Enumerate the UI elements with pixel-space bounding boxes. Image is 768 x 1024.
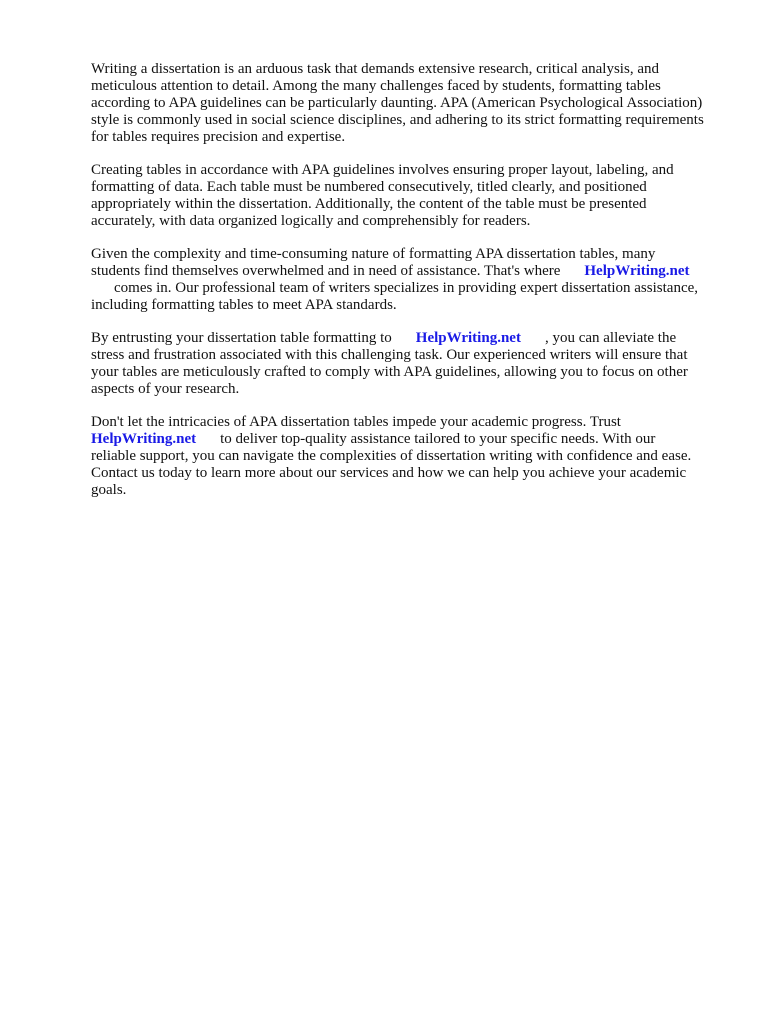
text-line: accurately, with data organized logically and comprehensibly for readers. (91, 213, 531, 229)
text-line: your tables are meticulously crafted to comply with APA guidelines, allowing you to focus on other (91, 364, 688, 380)
text-line: aspects of your research. (91, 381, 240, 397)
text-segment: to deliver top-quality assistance tailored to your specific needs. With our (220, 431, 656, 447)
text-line (91, 263, 741, 280)
text-segment: , you can alleviate the (544, 330, 677, 346)
text-segment: By entrusting your dissertation table formatting to (91, 330, 392, 346)
text-line: Given the complexity and time-consuming nature of formatting APA dissertation tables, many (91, 246, 656, 262)
text-line: reliable support, you can navigate the complexities of dissertation writing with confidence and ease. (91, 448, 692, 464)
text-line: including formatting tables to meet APA standards. (91, 297, 397, 313)
paragraph-call-to-action (91, 414, 741, 499)
paragraph-assistance (91, 246, 741, 314)
document-body (91, 61, 741, 515)
text-line (91, 431, 741, 448)
paragraph-entrusting (91, 330, 741, 398)
text-line: style is commonly used in social science disciplines, and adhering to its strict formatting requirements (91, 112, 704, 128)
text-line: according to APA guidelines can be particularly daunting. APA (American Psychological Association) (91, 95, 703, 111)
text-line: appropriately within the dissertation. Additionally, the content of the table must be presented (91, 196, 647, 212)
paragraph-apa-tables (91, 162, 741, 230)
text-line: Writing a dissertation is an arduous task that demands extensive research, critical analysis, and (91, 61, 659, 77)
text-line: Creating tables in accordance with APA guidelines involves ensuring proper layout, labeling, and (91, 162, 674, 178)
text-line: stress and frustration associated with this challenging task. Our experienced writers will ensure that (91, 347, 688, 363)
text-line: comes in. Our professional team of writers specializes in providing expert dissertation assistance, (114, 280, 699, 296)
text-line: formatting of data. Each table must be numbered consecutively, titled clearly, and positioned (91, 179, 647, 195)
text-line: Contact us today to learn more about our services and how we can help you achieve your academic (91, 465, 687, 481)
text-line: meticulous attention to detail. Among the many challenges faced by students, formatting tables (91, 78, 661, 94)
text-line: for tables requires precision and expertise. (91, 129, 346, 145)
text-segment: students find themselves overwhelmed and in need of assistance. That's where (91, 263, 561, 279)
text-line: Don't let the intricacies of APA dissertation tables impede your academic progress. Trust (91, 414, 621, 430)
text-line (91, 330, 741, 347)
helpwriting-link[interactable]: HelpWriting.net (91, 431, 197, 447)
helpwriting-link[interactable]: HelpWriting.net (584, 263, 690, 279)
text-line: goals. (91, 482, 127, 498)
helpwriting-link[interactable]: HelpWriting.net (415, 330, 521, 346)
paragraph-intro (91, 61, 741, 146)
